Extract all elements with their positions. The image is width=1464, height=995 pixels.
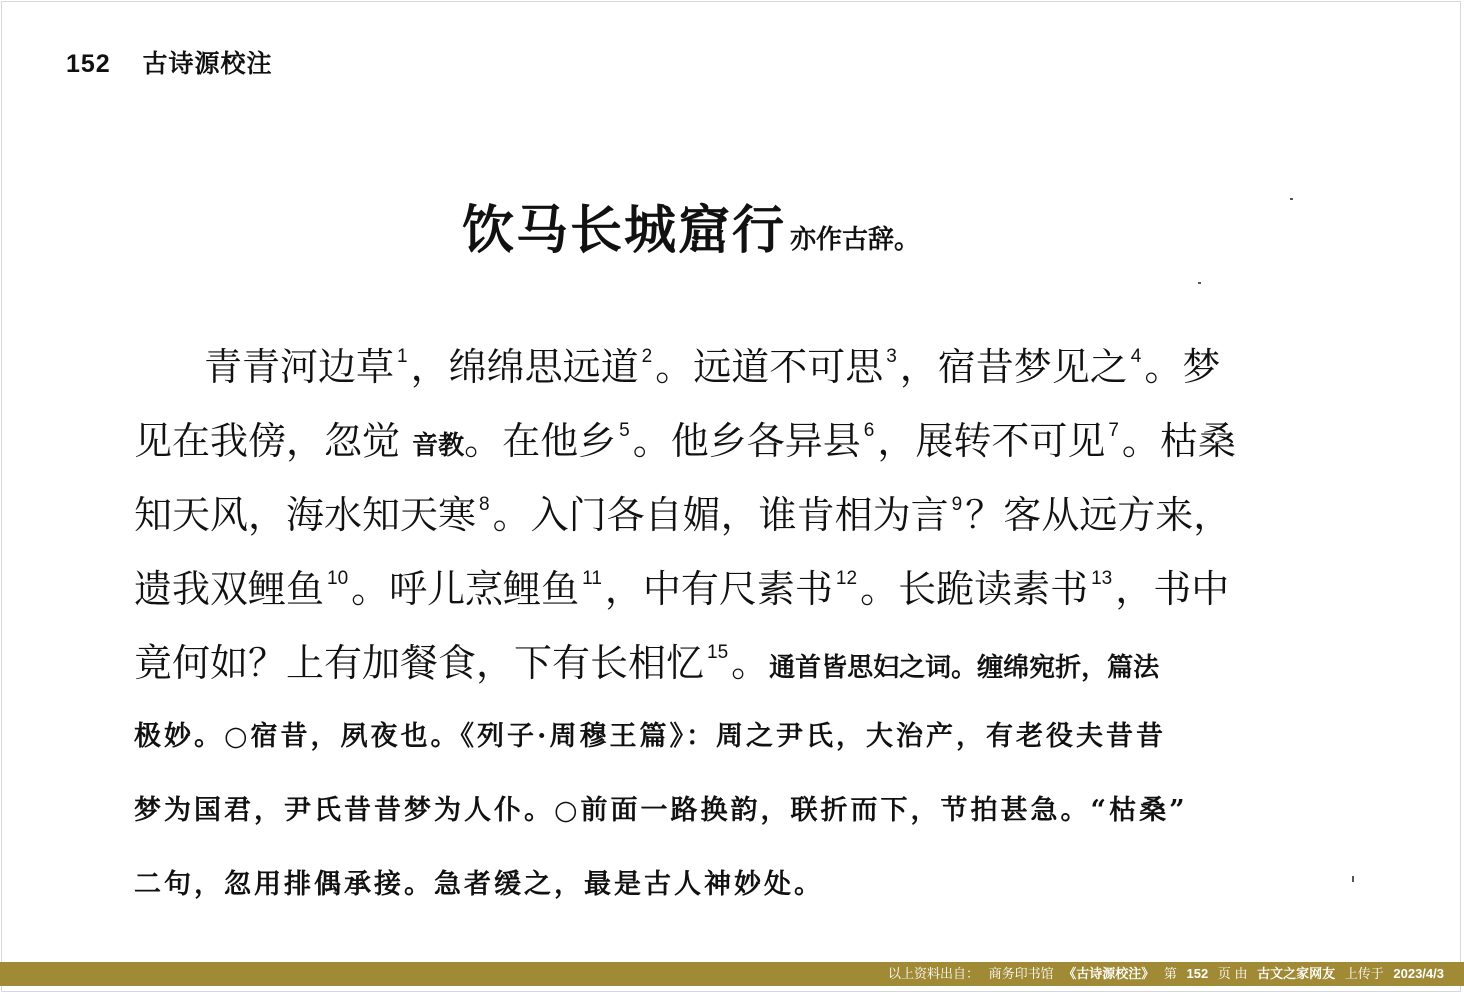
poem-text: 。入门各自媚，谁肯相为言 [492, 493, 949, 537]
poem-title [462, 188, 920, 263]
footer-date: 2023/4/3 [1393, 966, 1444, 981]
pronunciation-note: 音教 [412, 431, 465, 461]
poem-text: 见在我傍，忽觉 [134, 419, 401, 463]
footnote-marker: 8 [479, 494, 490, 515]
footer-publisher: 商务印书馆 [988, 966, 1054, 981]
poem-text: 竟何如？上有加餐食，下有长相忆 [134, 641, 705, 685]
footnote-marker: 2 [641, 346, 653, 367]
footnote-marker: 9 [951, 494, 963, 515]
poem-text: 。长跪读素书 [860, 567, 1089, 611]
poem-text: ，中有尺素书 [604, 567, 833, 611]
poem-text: 。在他乡 [464, 419, 617, 463]
footnote-marker: 12 [835, 568, 858, 589]
scan-speck [1290, 198, 1293, 200]
commentary-line: 梦为国君，尹氏昔昔梦为人仆。○前面一路换韵，联折而下，节拍甚急。“枯桑” [134, 795, 1188, 826]
footnote-marker: 15 [707, 642, 729, 663]
poem-title-main: 饮马长城窟行 [462, 201, 787, 261]
footnote-marker: 5 [619, 420, 630, 441]
footer-book-link[interactable]: 《古诗源校注》 [1063, 966, 1155, 981]
poem-text: 知天风，海水知天寒 [134, 493, 477, 537]
poem-text: ，书中 [1115, 567, 1230, 611]
poem-text: 。梦 [1144, 345, 1221, 389]
footer-upload-label: 上传于 [1344, 966, 1384, 981]
scan-speck [1352, 876, 1354, 882]
poem-text: ，绵绵思远道 [410, 345, 639, 389]
footnote-marker: 7 [1108, 420, 1119, 441]
footer-page-number: 152 [1186, 966, 1209, 981]
book-title: 古诗源校注 [142, 49, 273, 78]
commentary-start: 通首皆思妇之词。缠绵宛折，篇法 [769, 653, 1160, 683]
source-footer [0, 962, 1464, 986]
footer-page-suffix: 页 由 [1217, 966, 1248, 981]
footnote-marker: 10 [327, 568, 349, 589]
poem-text: ，展转不可见 [877, 419, 1106, 463]
poem-text: 。枯桑 [1121, 419, 1236, 463]
poem-line [134, 330, 1360, 404]
footer-source-label: 以上资料出自： [887, 966, 979, 981]
poem-text: 。呼儿烹鲤鱼 [351, 567, 580, 611]
poem-line [134, 626, 1360, 700]
commentary-line: 极妙。○宿昔，夙夜也。《列子·周穆王篇》：周之尹氏，大治产，有老役夫昔昔 [134, 721, 1166, 752]
poem-title-note: 亦作古辞。 [790, 225, 921, 255]
footnote-marker: 1 [397, 346, 408, 367]
running-header [66, 44, 272, 80]
poem-text: 青青河边草 [204, 345, 395, 389]
footnote-marker: 13 [1091, 568, 1113, 589]
footnote-marker: 4 [1130, 346, 1142, 367]
poem-text: ，宿昔梦见之 [899, 345, 1128, 389]
poem-text: 。他乡各异县 [632, 419, 861, 463]
commentary-line: 二句，忽用排偶承接。急者缓之，最是古人神妙处。 [134, 869, 824, 900]
poem-line [134, 552, 1360, 626]
poem-text: ？客从远方来， [965, 493, 1232, 537]
footnote-marker: 6 [863, 420, 875, 441]
poem-text: 。远道不可思 [655, 345, 884, 389]
footnote-marker: 3 [886, 346, 897, 367]
scan-speck [1198, 282, 1201, 284]
poem-text: 遗我双鲤鱼 [134, 567, 325, 611]
footnote-marker: 11 [582, 568, 602, 589]
poem-line [134, 478, 1360, 552]
poem-body [134, 330, 1360, 922]
footer-page-prefix: 第 [1163, 966, 1177, 981]
poem-line [134, 404, 1360, 478]
page-number: 152 [66, 50, 111, 78]
poem-text: 。 [731, 641, 770, 685]
footer-uploader-link[interactable]: 古文之家网友 [1257, 966, 1336, 981]
